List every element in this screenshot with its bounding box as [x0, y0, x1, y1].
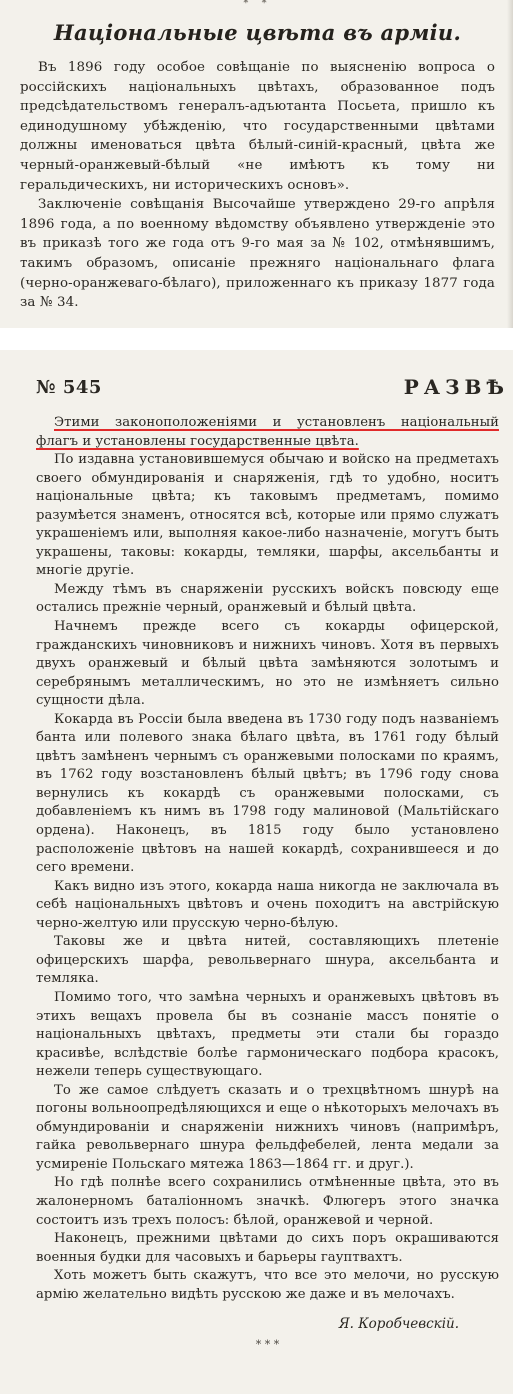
- paragraph: Помимо того, что замѣна черныхъ и оранжевыхъ цвѣтовъ въ этихъ вещахъ провела бы въ сознаніе массъ понятіе о національныхъ цвѣтахъ, предметы эти стали бы гораздо красивѣе, вслѣдствіе болѣе гармоническаго подбора красокъ, нежели теперь существующаго.: [36, 989, 499, 1080]
- paragraph-2: Заключеніе совѣщанія Высочайше утверждено 29-го апрѣля 1896 года, а по военному вѣдомству объявлено утвержденіе это въ приказѣ того же года отъ 9-го мая за № 102, отмѣнявшимъ, такимъ образомъ, описаніе прежняго національнаго флага (черно-оранжеваго-бѣлаго), приложеннаго къ приказу 1877 года за № 34.: [20, 197, 495, 311]
- paragraph: Наконецъ, прежними цвѣтами до сихъ поръ окрашиваются военныя будки для часовыхъ и барьеры гауптвахтъ.: [36, 1231, 499, 1265]
- magazine-name: РАЗВѢ: [403, 375, 509, 399]
- paragraph: Но гдѣ полнѣе всего сохранились отмѣненные цвѣта, это въ жалонерномъ баталіонномъ значкѣ. Флюгеръ этого значка состоитъ изъ трехъ полосъ: бѣлой, оранжевой и черной.: [36, 1175, 499, 1228]
- page-header: [36, 370, 509, 404]
- page-edge-shadow: [507, 0, 513, 328]
- paragraph: Хоть можетъ быть скажутъ, что все это мелочи, но русскую армію желательно видѣть русскою же даже и въ мелочахъ.: [36, 1268, 499, 1302]
- ornament-stars-top: * *: [243, 0, 272, 9]
- author-signature: Я. Коробчевскій.: [338, 1316, 459, 1333]
- paragraph: Кокарда въ Россіи была введена въ 1730 году подъ названіемъ банта или полевого знака бѣлаго цвѣта, въ 1761 году бѣлый цвѣтъ замѣненъ чернымъ съ оранжевыми полосками по краямъ, въ 1762 году возстановленъ бѣлый цвѣтъ; въ 1796 году снова вернулись къ кокардѣ съ оранжевыми полосками, съ добавленіемъ къ нимъ въ 1798 году малиновой (Мальтійскаго ордена). Наконецъ, въ 1815 году было установлено расположеніе цвѣтовъ на нашей кокардѣ, сохранившееся и до сего времени.: [36, 711, 499, 876]
- issue-number: № 545: [36, 376, 102, 398]
- paragraph-1: Въ 1896 году особое совѣщаніе по выясненію вопроса о россійскихъ національныхъ цвѣтахъ, образованное подъ предсѣдательствомъ генералъ-адъютанта Посьета, пришло къ единодушному убѣжденію, что государственными цвѣтами должны именоваться цвѣта бѣлый-синій-красный, цвѣта же черный-оранжевый-бѣлый «не имѣютъ къ тому ни геральдическихъ, ни историческихъ основъ».: [20, 60, 495, 193]
- paragraph: Начнемъ прежде всего съ кокарды офицерской, гражданскихъ чиновниковъ и нижнихъ чиновъ. Хотя въ первыхъ двухъ оранжевый и бѣлый цвѣта замѣняются золотымъ и серебрянымъ металлическимъ, но это не измѣняетъ сильно сущности дѣла.: [36, 619, 499, 709]
- paragraph: Между тѣмъ въ снаряженіи русскихъ войскъ повсюду еще остались прежніе черный, оранжевый и бѣлый цвѣта.: [36, 581, 499, 616]
- paragraph: Какъ видно изъ этого, кокарда наша никогда не заключала въ себѣ національныхъ цвѣтовъ и очень походитъ на австрійскую черно-желтую или прусскую черно-бѣлую.: [36, 878, 499, 931]
- article-fragment-top: [0, 0, 513, 328]
- paragraph: Таковы же и цвѣта нитей, составляющихъ плетеніе офицерскихъ шарфа, револьвернаго шнура, аксельбанта и темляка.: [36, 934, 499, 987]
- article-fragment-bottom: [0, 350, 513, 1394]
- paragraph: То же самое слѣдуетъ сказать и о трехцвѣтномъ шнурѣ на погоны вольноопредѣляющихся и еще о нѣкоторыхъ мелочахъ въ обмундированіи и снаряженіи нижнихъ чиновъ (напримѣръ, гайка револьвернаго шнура фельдфебелей, лента медали за усмиреніе Польскаго мятежа 1863—1864 гг. и друг.).: [36, 1082, 499, 1172]
- paragraph: По издавна установившемуся обычаю и войско на предметахъ своего обмундированія и снаряженія, гдѣ то удобно, носитъ національные цвѣта; къ таковымъ предметамъ, помимо разумѣется знаменъ, относятся всѣ, которые или прямо служатъ украшеніемъ или, выполняя какое-либо назначеніе, могутъ быть украшены, таковы: кокарды, темляки, шарфы, аксельбанты и многіе другіе.: [36, 452, 499, 579]
- paragraph-intro: Этими законоположеніями и установленъ національный флагъ и установлены государственные цвѣта.: [36, 415, 499, 449]
- ornament-stars-bottom: * * *: [255, 1338, 280, 1352]
- article-title: Національные цвѣта въ арміи.: [53, 20, 462, 45]
